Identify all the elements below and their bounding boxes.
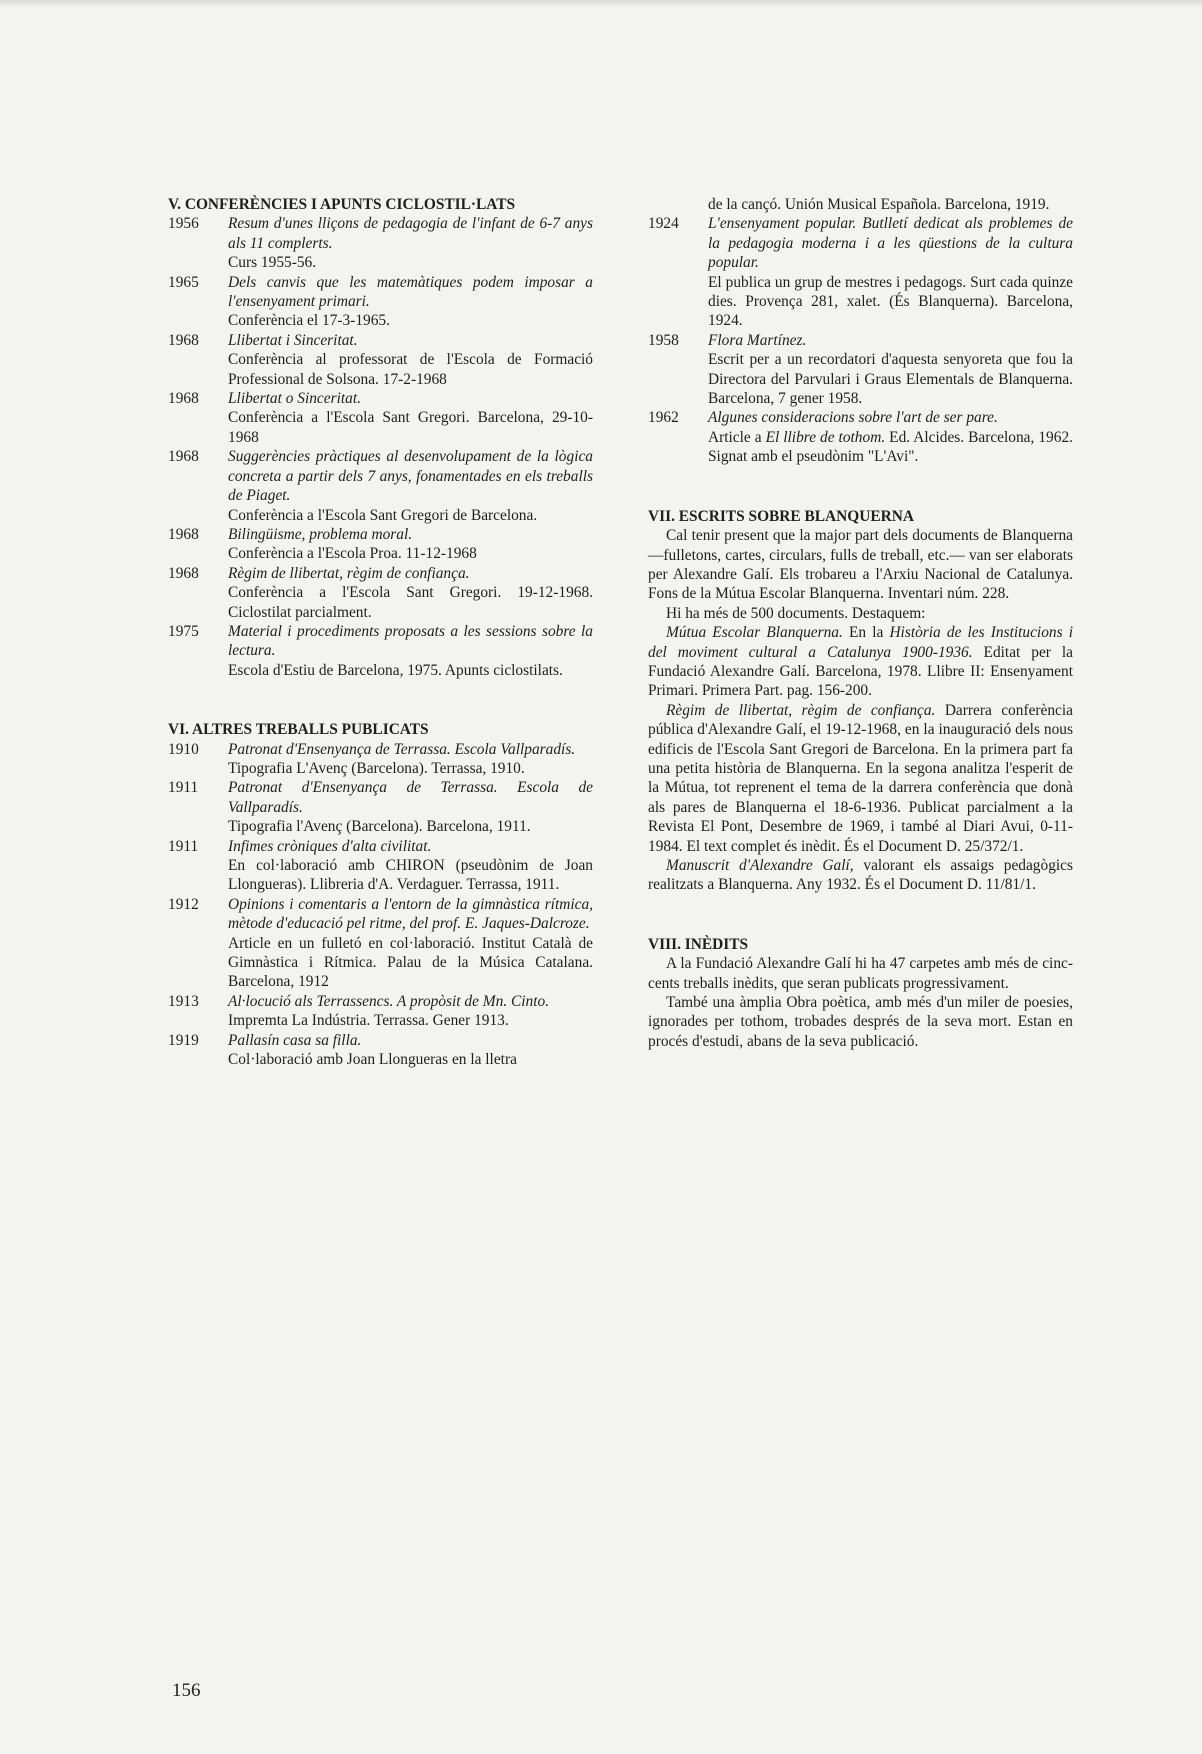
entry-year: 1968 — [168, 390, 199, 408]
entry-body — [228, 389, 593, 447]
entry-detail: Escola d'Estiu de Barcelona, 1975. Apunts ciclostilats. — [228, 661, 563, 679]
paragraph — [648, 856, 1073, 895]
section-altres-treballs — [168, 720, 593, 1069]
section-conferencies — [168, 195, 593, 680]
entry-row — [168, 895, 593, 992]
entry-year: 1919 — [168, 1031, 199, 1049]
entry-year: 1965 — [168, 273, 199, 291]
paragraph: A la Fundació Alexandre Galí hi ha 47 carpetes amb més de cinc-cents treballs inèdits, que seran publicats progressivament. — [648, 955, 1073, 992]
entry-year: 1912 — [168, 895, 199, 913]
entry-body — [708, 331, 1073, 409]
text: Darrera conferència pública d'Alexandre Galí, el 19-12-1968, en la inauguració dels nous edificis de l'Escola Sant Gregori de Barcelona. En la primera part fa una petita història de Blanquerna. En la segona analitza l'esperit de la Mútua, tot reprenent el tema de la darrera conferència que donà als pares de Blanquerna el 18-6-1936. Publicat parcialment a la Revista El Pont, Desembre de 1969, i també al Diari Avui, 0-11-1984. El text complet és inèdit. És el Document D. 25/372/1. — [648, 701, 1073, 855]
entry-list — [168, 214, 593, 680]
text: valorant els assaigs pedagògics realitzats a Blanquerna. Any 1932. És el Document D. 11/81/1. — [648, 857, 1073, 894]
entry-detail: Conferència a l'Escola Sant Gregori. 19-12-1968. Ciclostilat parcialment. — [228, 584, 593, 621]
entry-detail: Impremta La Indústria. Terrassa. Gener 1913. — [228, 1012, 509, 1030]
paragraph: Cal tenir present que la major part dels documents de Blanquerna —fulletons, cartes, circulars, fulls de treball, etc.— van ser elaborats per Alexandre Galí. Els trobareu a l'Arxiu Nacional de Catalunya. Fons de la Mútua Escolar Blanquerna. Inventari núm. 228. — [648, 527, 1073, 603]
entry-year: 1968 — [168, 448, 199, 466]
entry-title: Material i procediments proposats a les sessions sobre la lectura. — [228, 622, 593, 660]
entry-row — [648, 408, 1073, 466]
entry-row — [168, 740, 593, 779]
entry-title: Bilingüisme, problema moral. — [228, 525, 413, 543]
entry-body — [228, 895, 593, 992]
entry-body — [228, 837, 593, 895]
entry-detail: Conferència el 17-3-1965. — [228, 312, 390, 330]
entry-year: 1956 — [168, 215, 199, 233]
entry-title: L'ensenyament popular. Butlletí dedicat als problemes de la pedagogia moderna i a les qüestions de la cultura popular. — [708, 215, 1073, 272]
entry-title: Al·locució als Terrassencs. A propòsit de Mn. Cinto. — [228, 992, 550, 1010]
entry-year: 1910 — [168, 740, 199, 758]
entry-row — [648, 214, 1073, 330]
page-number: 156 — [172, 1680, 201, 1701]
entry-title: Llibertat o Sinceritat. — [228, 390, 361, 408]
section-altres-treballs-cont — [648, 195, 1073, 467]
entry-row — [168, 564, 593, 622]
entry-body — [228, 992, 593, 1031]
entry-title: Algunes consideracions sobre l'art de ser pare. — [708, 409, 998, 427]
entry-year: 1968 — [168, 331, 199, 349]
entry-row — [168, 992, 593, 1031]
entry-detail: Col·laboració amb Joan Llongueras en la lletra — [228, 1051, 517, 1069]
entry-year: 1924 — [648, 215, 679, 233]
entry-body — [228, 564, 593, 622]
entry-detail: El publica un grup de mestres i pedagogs. Surt cada quinze dies. Provença 281, xalet. (És Blanquerna). Barcelona, 1924. — [708, 273, 1073, 330]
entry-title: Règim de llibertat, règim de confiança. — [228, 564, 470, 582]
entry-year: 1975 — [168, 622, 199, 640]
entry-title: Patronat d'Ensenyança de Terrassa. Escola Vallparadís. — [228, 740, 576, 758]
entry-body — [228, 331, 593, 389]
entry-title: Infimes cròniques d'alta civilitat. — [228, 837, 432, 855]
entry-year: 1913 — [168, 992, 199, 1010]
paragraph: Hi ha més de 500 documents. Destaquem: — [666, 604, 926, 622]
entry-body — [228, 622, 593, 680]
entry-year: 1968 — [168, 564, 199, 582]
section-escrits-blanquerna — [648, 507, 1073, 895]
entry-body — [228, 525, 593, 564]
entry-detail: Tipografia l'Avenç (Barcelona). Barcelona, 1911. — [228, 818, 531, 836]
entry-body — [228, 273, 593, 331]
entry-row — [168, 837, 593, 895]
entry-row — [168, 273, 593, 331]
italic-title: Règim de llibertat, règim de confiança. — [666, 701, 936, 719]
entry-row — [168, 447, 593, 525]
section-inedits — [648, 935, 1073, 1051]
entry-detail: Curs 1955-56. — [228, 254, 317, 272]
entry-row — [168, 778, 593, 836]
entry-body — [228, 1031, 593, 1070]
text: Ed. Alcides. Barcelona, 1962. Signat amb el pseudònim "L'Avi". — [708, 428, 1073, 466]
entry-title: Dels canvis que les matemàtiques podem imposar a l'ensenyament primari. — [228, 273, 593, 311]
section-title: VIII. INÈDITS — [648, 935, 749, 953]
text: Editat per la Fundació Alexandre Galí. Barcelona, 1978. Llibre II: Ensenyament Primari. Primera Part. pag. 156-200. — [648, 643, 1073, 700]
entry-row — [168, 622, 593, 680]
entry-list — [168, 740, 593, 1070]
left-column — [168, 195, 593, 1109]
italic-title: El llibre de tothom. — [765, 428, 886, 446]
text: Article a — [708, 428, 766, 446]
entry-detail: En col·laboració amb CHIRON (pseudònim de Joan Llongueras). Llibreria d'A. Verdaguer. Terrassa, 1911. — [228, 857, 593, 894]
entry-body — [708, 214, 1073, 330]
entry-body — [228, 740, 593, 779]
entry-body — [228, 447, 593, 525]
italic-title: Mútua Escolar Blanquerna. — [666, 624, 843, 642]
entry-title: Flora Martínez. — [708, 331, 807, 349]
paragraph: També una àmplia Obra poètica, amb més d'un miler de poesies, ignorades per tothom, trobades després de la seva mort. Estan en procés d'estudi, abans de la seva publicació. — [648, 994, 1073, 1050]
italic-title: Manuscrit d'Alexandre Galí, — [666, 857, 854, 874]
entry-row — [648, 331, 1073, 409]
entry-row — [168, 331, 593, 389]
entry-year: 1911 — [168, 779, 199, 797]
entry-title: Suggerències pràctiques al desenvolupament de la lògica concreta a partir dels 7 anys, fonamentades en els treballs de Piaget. — [228, 448, 593, 505]
right-column — [648, 195, 1073, 1091]
entry-year: 1958 — [648, 331, 679, 349]
entry-row — [168, 525, 593, 564]
entry-continuation: de la cançó. Unión Musical Española. Barcelona, 1919. — [708, 196, 1050, 213]
entry-row — [168, 1031, 593, 1070]
entry-detail: Escrit per a un recordatori d'aquesta senyoreta que fou la Directora del Parvulari i Graus Elementals de Blanquerna. Barcelona, 7 gener 1958. — [708, 351, 1073, 408]
paragraph — [648, 623, 1073, 701]
text: En la — [842, 624, 890, 642]
entry-detail: Tipografia L'Avenç (Barcelona). Terrassa, 1910. — [228, 759, 525, 777]
entry-title: Llibertat i Sinceritat. — [228, 331, 358, 349]
section-title: V. CONFERÈNCIES I APUNTS CICLOSTIL·LATS — [168, 196, 516, 213]
entry-year: 1911 — [168, 837, 199, 855]
entry-row — [168, 389, 593, 447]
entry-detail: Conferència a l'Escola Sant Gregori de Barcelona. — [228, 506, 538, 524]
entry-title: Resum d'unes lliçons de pedagogia de l'infant de 6-7 anys als 11 complerts. — [228, 215, 593, 252]
entry-detail: Article en un fulletó en col·laboració. Institut Català de Gimnàstica i Rítmica. Palau de la Música Catalana. Barcelona, 1912 — [228, 934, 593, 991]
paragraph — [648, 701, 1073, 856]
entry-list — [648, 214, 1073, 466]
entry-detail: Conferència a l'Escola Proa. 11-12-1968 — [228, 545, 477, 563]
scan-edge — [0, 0, 1202, 8]
entry-title: Pallasín casa sa filla. — [228, 1031, 362, 1049]
section-title: VI. ALTRES TREBALLS PUBLICATS — [168, 721, 429, 739]
entry-year: 1968 — [168, 525, 199, 543]
entry-row — [168, 214, 593, 272]
entry-detail — [708, 428, 1073, 467]
entry-title: Opinions i comentaris a l'entorn de la gimnàstica rítmica, mètode d'educació pel ritme, del prof. E. Jaques-Dalcroze. — [228, 895, 593, 933]
entry-detail: Conferència al professorat de l'Escola de Formació Professional de Solsona. 17-2-1968 — [228, 351, 593, 388]
italic-title: Història de les Institucions i del moviment cultural a Catalunya 1900-1936. — [648, 624, 1073, 661]
entry-year: 1962 — [648, 409, 679, 427]
entry-body — [708, 408, 1073, 466]
section-title: VII. ESCRITS SOBRE BLANQUERNA — [648, 507, 914, 525]
entry-detail: Conferència a l'Escola Sant Gregori. Barcelona, 29-10-1968 — [228, 409, 593, 446]
entry-title: Patronat d'Ensenyança de Terrassa. Escola de Vallparadís. — [228, 779, 593, 816]
entry-list-continued — [648, 195, 1073, 467]
entry-body — [228, 778, 593, 836]
entry-body — [228, 214, 593, 272]
